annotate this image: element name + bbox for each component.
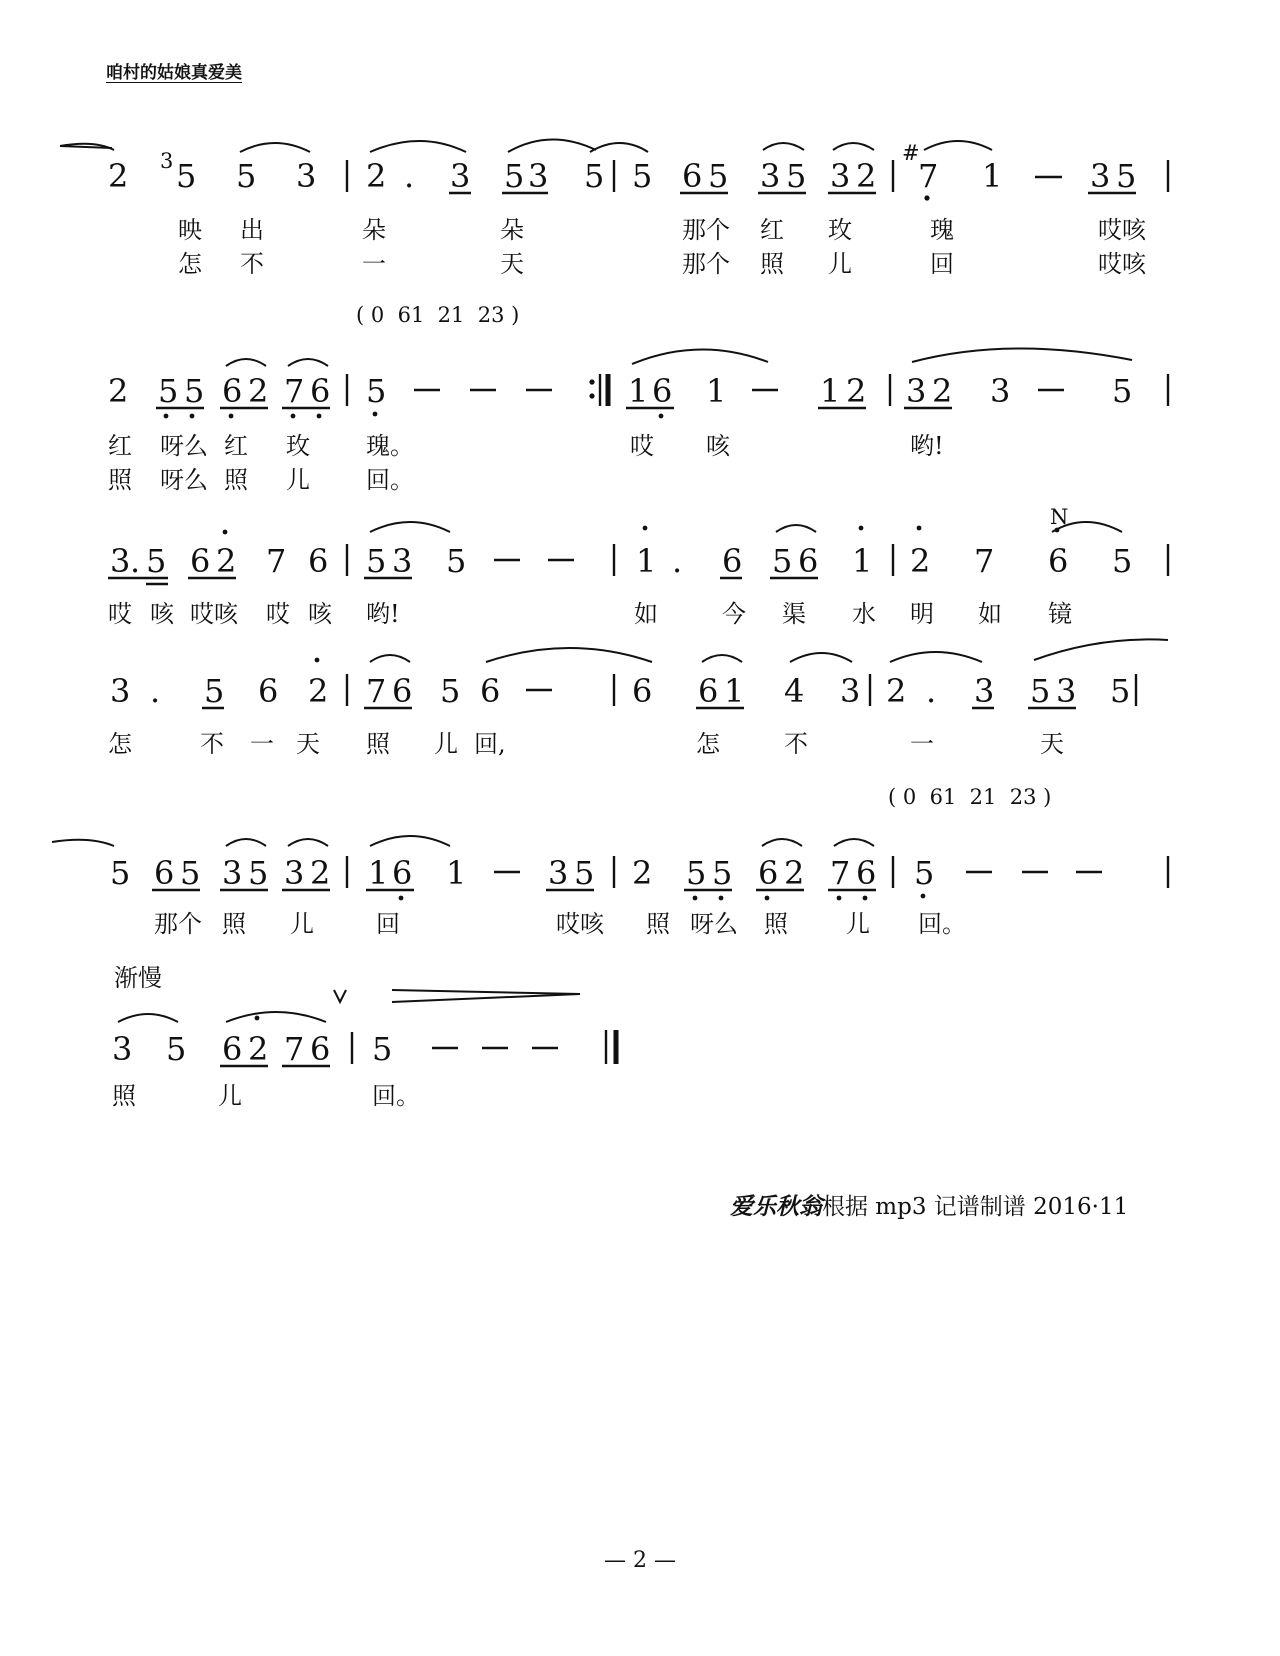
lyric: 儿: [846, 910, 870, 938]
svg-text:3: 3: [548, 854, 569, 892]
svg-text:3: 3: [296, 157, 317, 195]
svg-text:2: 2: [932, 372, 953, 410]
page-number: — 2 —: [604, 1548, 676, 1573]
svg-text:5: 5: [158, 372, 179, 410]
svg-text:.: .: [926, 672, 937, 710]
svg-text:5: 5: [146, 542, 167, 580]
lyric: 哎咳: [556, 910, 604, 938]
svg-text:6: 6: [652, 372, 673, 410]
credit-text: 根据 mp3 记谱制谱 2016·11: [822, 1194, 1129, 1220]
lyric: 不: [784, 730, 808, 758]
svg-text:2: 2: [784, 854, 805, 892]
transcriber-signature: 爱乐秋翁: [730, 1193, 822, 1220]
lyric: 哎咳: [190, 600, 238, 628]
svg-text:2: 2: [108, 157, 129, 195]
svg-text:6: 6: [222, 372, 243, 410]
svg-text:2: 2: [216, 542, 237, 580]
transcriber-credit: [730, 1188, 1128, 1221]
lyric: 映: [178, 216, 202, 244]
svg-text:2: 2: [248, 372, 269, 410]
svg-text:5: 5: [786, 157, 807, 195]
svg-text:5: 5: [372, 1030, 393, 1068]
svg-text:1: 1: [368, 854, 389, 892]
system-2: [108, 303, 1168, 494]
lyric: 一: [250, 730, 274, 758]
lyric: 一: [362, 250, 386, 278]
svg-text:.: .: [672, 542, 683, 580]
lyric: 天: [296, 730, 320, 758]
svg-text:2: 2: [308, 672, 329, 710]
lyric: 咳: [150, 600, 174, 628]
svg-text:#: #: [902, 141, 920, 165]
svg-text:5: 5: [440, 672, 461, 710]
svg-text:6: 6: [310, 1030, 331, 1068]
svg-text:1: 1: [628, 372, 649, 410]
svg-text:1: 1: [982, 157, 1003, 195]
svg-text:3: 3: [974, 672, 995, 710]
lyric: 怎: [178, 250, 202, 278]
lyric: 明: [910, 600, 934, 628]
lyric: 那个: [154, 910, 202, 938]
lyric: 回。: [366, 466, 414, 494]
svg-text:7: 7: [974, 542, 995, 580]
svg-text:1: 1: [446, 854, 467, 892]
svg-text:.: .: [130, 542, 141, 580]
svg-text:5: 5: [574, 854, 595, 892]
svg-text:5: 5: [110, 854, 131, 892]
svg-text:6: 6: [632, 672, 653, 710]
svg-text:3: 3: [222, 854, 243, 892]
svg-text:3: 3: [840, 672, 861, 710]
svg-text:3: 3: [450, 157, 471, 195]
svg-text:5: 5: [236, 157, 257, 195]
svg-text:6: 6: [308, 542, 329, 580]
lyric: 哎咳: [1098, 216, 1146, 244]
svg-text:2: 2: [856, 157, 877, 195]
svg-text:5: 5: [1116, 157, 1137, 195]
lyric: 儿: [286, 466, 310, 494]
lyric: 照: [366, 730, 390, 758]
svg-text:2: 2: [886, 672, 907, 710]
svg-text:3: 3: [528, 157, 549, 195]
interlude: ( 0 61 21 23 ): [356, 303, 520, 327]
lyric: 瑰。: [366, 432, 414, 460]
lyric: 哟!: [366, 600, 400, 628]
lyric: 那个: [682, 250, 730, 278]
system-6: [112, 964, 616, 1110]
svg-text:6: 6: [798, 542, 819, 580]
svg-text:6: 6: [392, 854, 413, 892]
svg-text:5: 5: [1112, 542, 1133, 580]
lyric: 呀么: [690, 910, 738, 938]
svg-text:1: 1: [636, 542, 657, 580]
svg-text:2: 2: [846, 372, 867, 410]
svg-text:3: 3: [906, 372, 927, 410]
lyric: 水: [852, 600, 876, 628]
lyric: 不: [200, 730, 224, 758]
lyric: 回。: [918, 910, 966, 938]
lyric: 镜: [1048, 600, 1072, 628]
system-3: [108, 505, 1168, 628]
lyric: 回: [930, 250, 954, 278]
svg-text:3: 3: [990, 372, 1011, 410]
svg-text:3: 3: [1056, 672, 1077, 710]
lyric: 呀么: [160, 432, 208, 460]
svg-text:1: 1: [706, 372, 727, 410]
lyric: 照: [222, 910, 246, 938]
lyric: 呀么: [160, 466, 208, 494]
lyric: 天: [500, 250, 524, 278]
interlude: ( 0 61 21 23 ): [888, 785, 1052, 809]
svg-text:6: 6: [258, 672, 279, 710]
lyric: 玫: [286, 432, 310, 460]
svg-text:5: 5: [446, 542, 467, 580]
svg-text:.: .: [150, 672, 161, 710]
svg-text:5: 5: [504, 157, 525, 195]
svg-text:5: 5: [180, 854, 201, 892]
svg-text:6: 6: [190, 542, 211, 580]
lyric: 哟!: [910, 432, 944, 460]
svg-text:7: 7: [830, 854, 851, 892]
svg-text:3: 3: [110, 672, 131, 710]
lyric: 朵: [500, 216, 524, 244]
svg-text:5: 5: [248, 854, 269, 892]
lyric: 红: [760, 216, 784, 244]
svg-text:6: 6: [480, 672, 501, 710]
svg-text:7: 7: [366, 672, 387, 710]
svg-text:5: 5: [632, 157, 653, 195]
lyric: 玫: [828, 216, 852, 244]
svg-text:5: 5: [366, 372, 387, 410]
svg-text:7: 7: [284, 1030, 305, 1068]
system-5: [52, 836, 1168, 938]
svg-text:3: 3: [1090, 157, 1111, 195]
lyric: 哎: [108, 600, 132, 628]
svg-text:5: 5: [914, 854, 935, 892]
svg-text:7: 7: [284, 372, 305, 410]
lyric: 不: [240, 250, 264, 278]
svg-text:2: 2: [310, 854, 331, 892]
svg-text:3: 3: [760, 157, 781, 195]
lyric: 儿: [828, 250, 852, 278]
lyric: 那个: [682, 216, 730, 244]
lyric: 咳: [706, 432, 730, 460]
svg-text:7: 7: [918, 157, 939, 195]
lyric: 瑰: [930, 216, 954, 244]
svg-text:1: 1: [852, 542, 873, 580]
lyric: 怎: [696, 730, 720, 758]
lyric: 哎咳: [1098, 250, 1146, 278]
svg-text:6: 6: [222, 1030, 243, 1068]
lyric: 今: [722, 600, 746, 628]
svg-text:5: 5: [686, 854, 707, 892]
svg-text:2: 2: [632, 854, 653, 892]
svg-text:1: 1: [820, 372, 841, 410]
tempo-marking: 渐慢: [114, 964, 162, 992]
lyric: 如: [634, 600, 658, 628]
lyric: 照: [646, 910, 670, 938]
svg-text:5: 5: [1110, 672, 1131, 710]
svg-text:4: 4: [784, 672, 805, 710]
lyric: 照: [108, 466, 132, 494]
lyric: 照: [764, 910, 788, 938]
svg-text:2: 2: [910, 542, 931, 580]
lyric: 怎: [108, 730, 132, 758]
svg-text:5: 5: [584, 157, 605, 195]
svg-text:6: 6: [722, 542, 743, 580]
lyric: 照: [224, 466, 248, 494]
lyric: 出: [240, 216, 264, 244]
svg-text:5: 5: [176, 157, 197, 195]
svg-text:3: 3: [392, 542, 413, 580]
lyric: 照: [760, 250, 784, 278]
svg-text:2: 2: [248, 1030, 269, 1068]
lyric: 渠: [782, 600, 806, 628]
lyric: 哎: [266, 600, 290, 628]
lyric: 照: [112, 1082, 136, 1110]
svg-text:6: 6: [856, 854, 877, 892]
svg-text:.: .: [404, 157, 415, 195]
svg-text:6: 6: [310, 372, 331, 410]
lyric: 哎: [630, 432, 654, 460]
lyric: 红: [108, 432, 132, 460]
lyric: 朵: [362, 216, 386, 244]
lyric: 回。: [372, 1082, 420, 1110]
svg-text:6: 6: [1048, 542, 1069, 580]
svg-text:6: 6: [698, 672, 719, 710]
svg-text:5: 5: [166, 1030, 187, 1068]
lyric: 儿: [290, 910, 314, 938]
svg-text:3: 3: [160, 149, 174, 173]
svg-text:6: 6: [682, 157, 703, 195]
svg-text:3: 3: [830, 157, 851, 195]
svg-text:5: 5: [712, 854, 733, 892]
system-4: [108, 639, 1168, 809]
svg-text:7: 7: [266, 542, 287, 580]
svg-text:6: 6: [154, 854, 175, 892]
lyric: 回: [376, 910, 400, 938]
lyric: 如: [978, 600, 1002, 628]
lyric: 一: [910, 730, 934, 758]
lyric: 红: [224, 432, 248, 460]
svg-text:5: 5: [1112, 372, 1133, 410]
svg-text:5: 5: [184, 372, 205, 410]
lyric: 儿: [434, 730, 458, 758]
svg-text:2: 2: [108, 372, 129, 410]
svg-text:3: 3: [284, 854, 305, 892]
svg-text:6: 6: [758, 854, 779, 892]
svg-text:2: 2: [366, 157, 387, 195]
svg-text:3: 3: [112, 1030, 133, 1068]
lyric: 回,: [474, 730, 506, 758]
svg-text:5: 5: [204, 672, 225, 710]
svg-text:5: 5: [1030, 672, 1051, 710]
svg-text:5: 5: [772, 542, 793, 580]
system-1: [60, 139, 1168, 278]
lyric: 咳: [308, 600, 332, 628]
svg-text:5: 5: [366, 542, 387, 580]
svg-text:3: 3: [110, 542, 131, 580]
svg-text:1: 1: [724, 672, 745, 710]
song-title: 咱村的姑娘真爱美: [106, 63, 242, 83]
lyric: 天: [1040, 730, 1064, 758]
svg-text:N: N: [1050, 505, 1069, 529]
svg-text:6: 6: [392, 672, 413, 710]
svg-text:5: 5: [708, 157, 729, 195]
lyric: 儿: [218, 1082, 242, 1110]
